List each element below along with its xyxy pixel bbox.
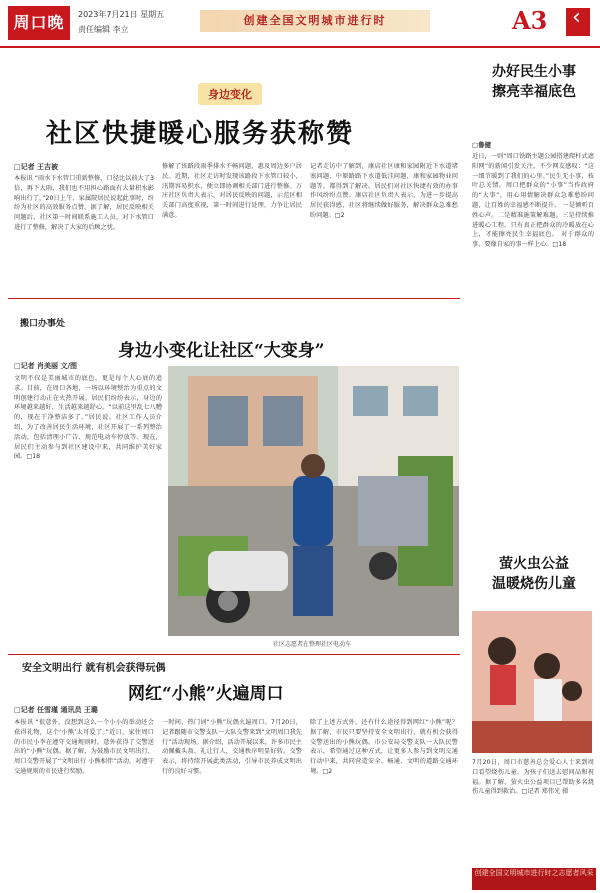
issue-date: 2023年7月21日 星期五 (78, 10, 165, 19)
sub2-col-1: 本报讯 “很意外，没想到这么一个小小的举动还会获得礼物，这个‘小熊’太可爱了。”近日，家住周口的市民小李在遵守交通规则时，意外获得了交警送出的“小熊”玩偶。据了解，为鼓励市民文明出行，周口交警开展了“文明出行 小熊相伴”活动，对遵守交通规则的市民进行奖励。 (14, 719, 154, 775)
campaign-banner: 创建全国文明城市进行时 (200, 10, 430, 32)
sub2-byline: □记者 任雪瑾 通讯员 王璐 (14, 706, 98, 714)
lead-col-3: 记者走访中了解到，康店社区康和家园附近下水道堵塞问题、中原路路下水道低洼问题，康和家园物业问题等，都得到了解决。居民们对社区快捷有效的办事作风纷纷点赞。康店社区负责人表示，为进一步提高居民获得感，社区将继续做好服务，解决群众急难愁盼问题。□2 (310, 163, 458, 219)
sub2-col-2: 一时间，热门词“小熊”玩偶火遍周口。7月20日，记者跟随市交警支队一大队交警来到“文明周口我先行”活动现场。据介绍，活动开展以来，许多市民主动佩戴头盔、礼让行人，交通秩序明显好转。交警表示，将持续开展此类活动，引导市民养成文明出行的良好习惯。 (162, 719, 302, 775)
side-para-2: 7月20日，周口市慈善总会爱心人士来到周口看望烧伤儿童，为孩子们送去慰问品和祝福。据了解，萤火虫公益项目已帮助多名烧伤儿童得到救治。□记者 郑伟光 摄 (472, 759, 594, 796)
news-photo (168, 366, 459, 636)
sub2-kicker: 安全文明出行 就有机会获得玩偶 (22, 663, 166, 674)
photo-caption: 社区志愿者在整理社区电动车 (273, 641, 352, 648)
side-column (468, 56, 596, 886)
lead-headline: 社区快捷暖心服务获称赞 (46, 119, 355, 149)
side-byline-1: □鲁健 (472, 141, 492, 149)
side-photo (472, 611, 592, 753)
side-title-1: 办好民生小事 (492, 64, 576, 80)
sub1-byline: □记者 肖美丽 文/图 (14, 362, 78, 370)
page-arrow-icon (566, 8, 590, 36)
section-divider-2 (8, 654, 460, 655)
main-column (8, 56, 460, 886)
side-title-1b: 擦亮幸福底色 (492, 84, 576, 100)
sub1-headline: 身边小变化让社区“大变身” (118, 341, 325, 361)
sub2-col-3: 除了上述方式外，还有什么途径得到网红“小熊”呢？据了解，市民只要坚持安全文明出行，就有机会获得交警送出的小熊玩偶。市公安局交警支队一大队民警表示，希望通过这种方式，让更多人参与到文明交通行动中来，共同营造安全、畅通、文明的道路交通环境。□2 (310, 719, 458, 775)
side-para-1: 近日，一则“周口铁路主题公园搭建爬杆式遮阳网”的新闻引发关注。不少网友感叹：“这一细节暖到了我们的心里。”民生无小事，枝叶总关情。周口把群众的“小事”当作政府的“大事”，用心用情解决群众急难愁盼问题，让百姓的幸福感不断提升。 一是倾听百姓心声。二是精准施策解难题。三是持续推进暖心工程。只有真正把群众的冷暖放在心上，才能擦亮民生幸福底色。 对于群众的事，要像自家的事一样上心。□18 (472, 153, 594, 249)
sub2-headline: 网红“小熊”火遍周口 (128, 684, 284, 704)
side-title-2: 萤火虫公益 (499, 556, 569, 572)
lead-col-2: 修解了该路段雨季排水不畅问题，惠及周边多户居民。近期，社区走访时发现该路段下水管口较小，汛期容易积水，便立即协调相关部门进行整修。万庄社区负责人表示，对居民反映的问题，示范区相关部门高度重视，第一时间进行处理，力争让居民满意。 (162, 163, 302, 219)
lead-col-1: 本报讯 “雨水下水管口重新整修，口径比以前大了3倍，再下大雨，我们也不用担心路面有大量积水影响出行了。”20日上午，家属院居民说起此事时，纷纷为社区的高效服务点赞。据了解，居民反映相关问题后，社区第一时间联系施工人员，对下水管口进行了整修，解决了大家的后顾之忧。 (14, 175, 154, 231)
page-number: A3 (512, 6, 548, 35)
sub1-kicker: 搬口办事处 (20, 319, 66, 329)
newspaper-logo: 周口晚报 (8, 6, 70, 40)
column-tag: 身边变化 (198, 83, 262, 105)
responsible-editor: 责任编辑 李立 (78, 25, 129, 34)
sub1-body: 文明不仅是美丽城市的底色，更是每个人心底的追求。目前，在周口各地，一场以环境整治为重点的文明创建行动正在火热开展。居民们纷纷表示，身边的环境越来越好，生活越来越舒心。“以前这里乱七八糟的，现在干净整洁多了。”居民说。社区工作人员介绍，为了改善居民生活环境，社区开展了一系列整治活动，包括清理小广告、规范电动车停放等。现在，居民们主动参与到社区建设中来，共同维护美好家园。□18 (14, 375, 162, 461)
lead-byline: □记者 王吉被 (14, 163, 59, 171)
side-title-2b: 温暖烧伤儿童 (492, 576, 576, 592)
side-footer-banner: 创建全国文明城市进行时之志愿者风采 (472, 868, 596, 890)
masthead (0, 0, 600, 66)
section-divider (8, 298, 460, 299)
